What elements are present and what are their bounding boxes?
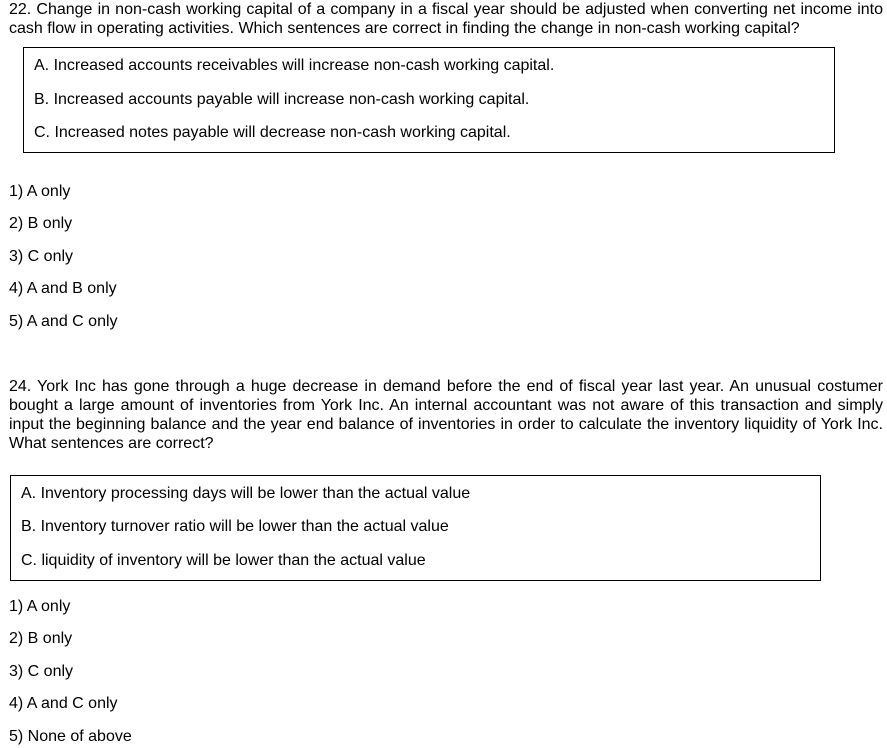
question-22-option-4[interactable]: 4) A and B only <box>9 280 117 297</box>
question-24-statement-b: B. Inventory turnover ratio will be lower than the actual value <box>21 518 449 535</box>
question-24-statement-a: A. Inventory processing days will be lower than the actual value <box>21 485 471 502</box>
question-24-statement-c: C. liquidity of inventory will be lower than the actual value <box>21 552 426 569</box>
question-22-statement-box <box>23 47 835 153</box>
question-22-option-1[interactable]: 1) A only <box>9 183 71 200</box>
question-22-statement-c: C. Increased notes payable will decrease non-cash working capital. <box>34 124 511 141</box>
question-24-option-2[interactable]: 2) B only <box>9 630 73 647</box>
question-24-statement-box <box>10 475 821 581</box>
question-22-statement-a: A. Increased accounts receivables will increase non-cash working capital. <box>34 57 555 74</box>
question-22-option-2[interactable]: 2) B only <box>9 215 73 232</box>
question-24-text: 24. York Inc has gone through a huge decrease in demand before the end of fiscal year last year. An unusual costumer bought a large amount of inventories from York Inc. An internal accountant was not aware of this transaction and simply input the beginning balance and the year end balance of inventories in order to calculate the inventory liquidity of York Inc. What sentences are correct? <box>9 378 883 452</box>
question-24-option-5[interactable]: 5) None of above <box>9 728 132 745</box>
question-22-text: 22. Change in non-cash working capital of a company in a fiscal year should be adjusted when converting net income into cash flow in operating activities. Which sentences are correct in finding the change in non-cash working capital? <box>9 1 883 37</box>
question-22-option-5[interactable]: 5) A and C only <box>9 313 118 330</box>
question-22-option-3[interactable]: 3) C only <box>9 248 74 265</box>
question-24-option-4[interactable]: 4) A and C only <box>9 695 118 712</box>
question-24-option-1[interactable]: 1) A only <box>9 598 71 615</box>
question-24-option-3[interactable]: 3) C only <box>9 663 74 680</box>
question-22-statement-b: B. Increased accounts payable will increase non-cash working capital. <box>34 91 530 108</box>
